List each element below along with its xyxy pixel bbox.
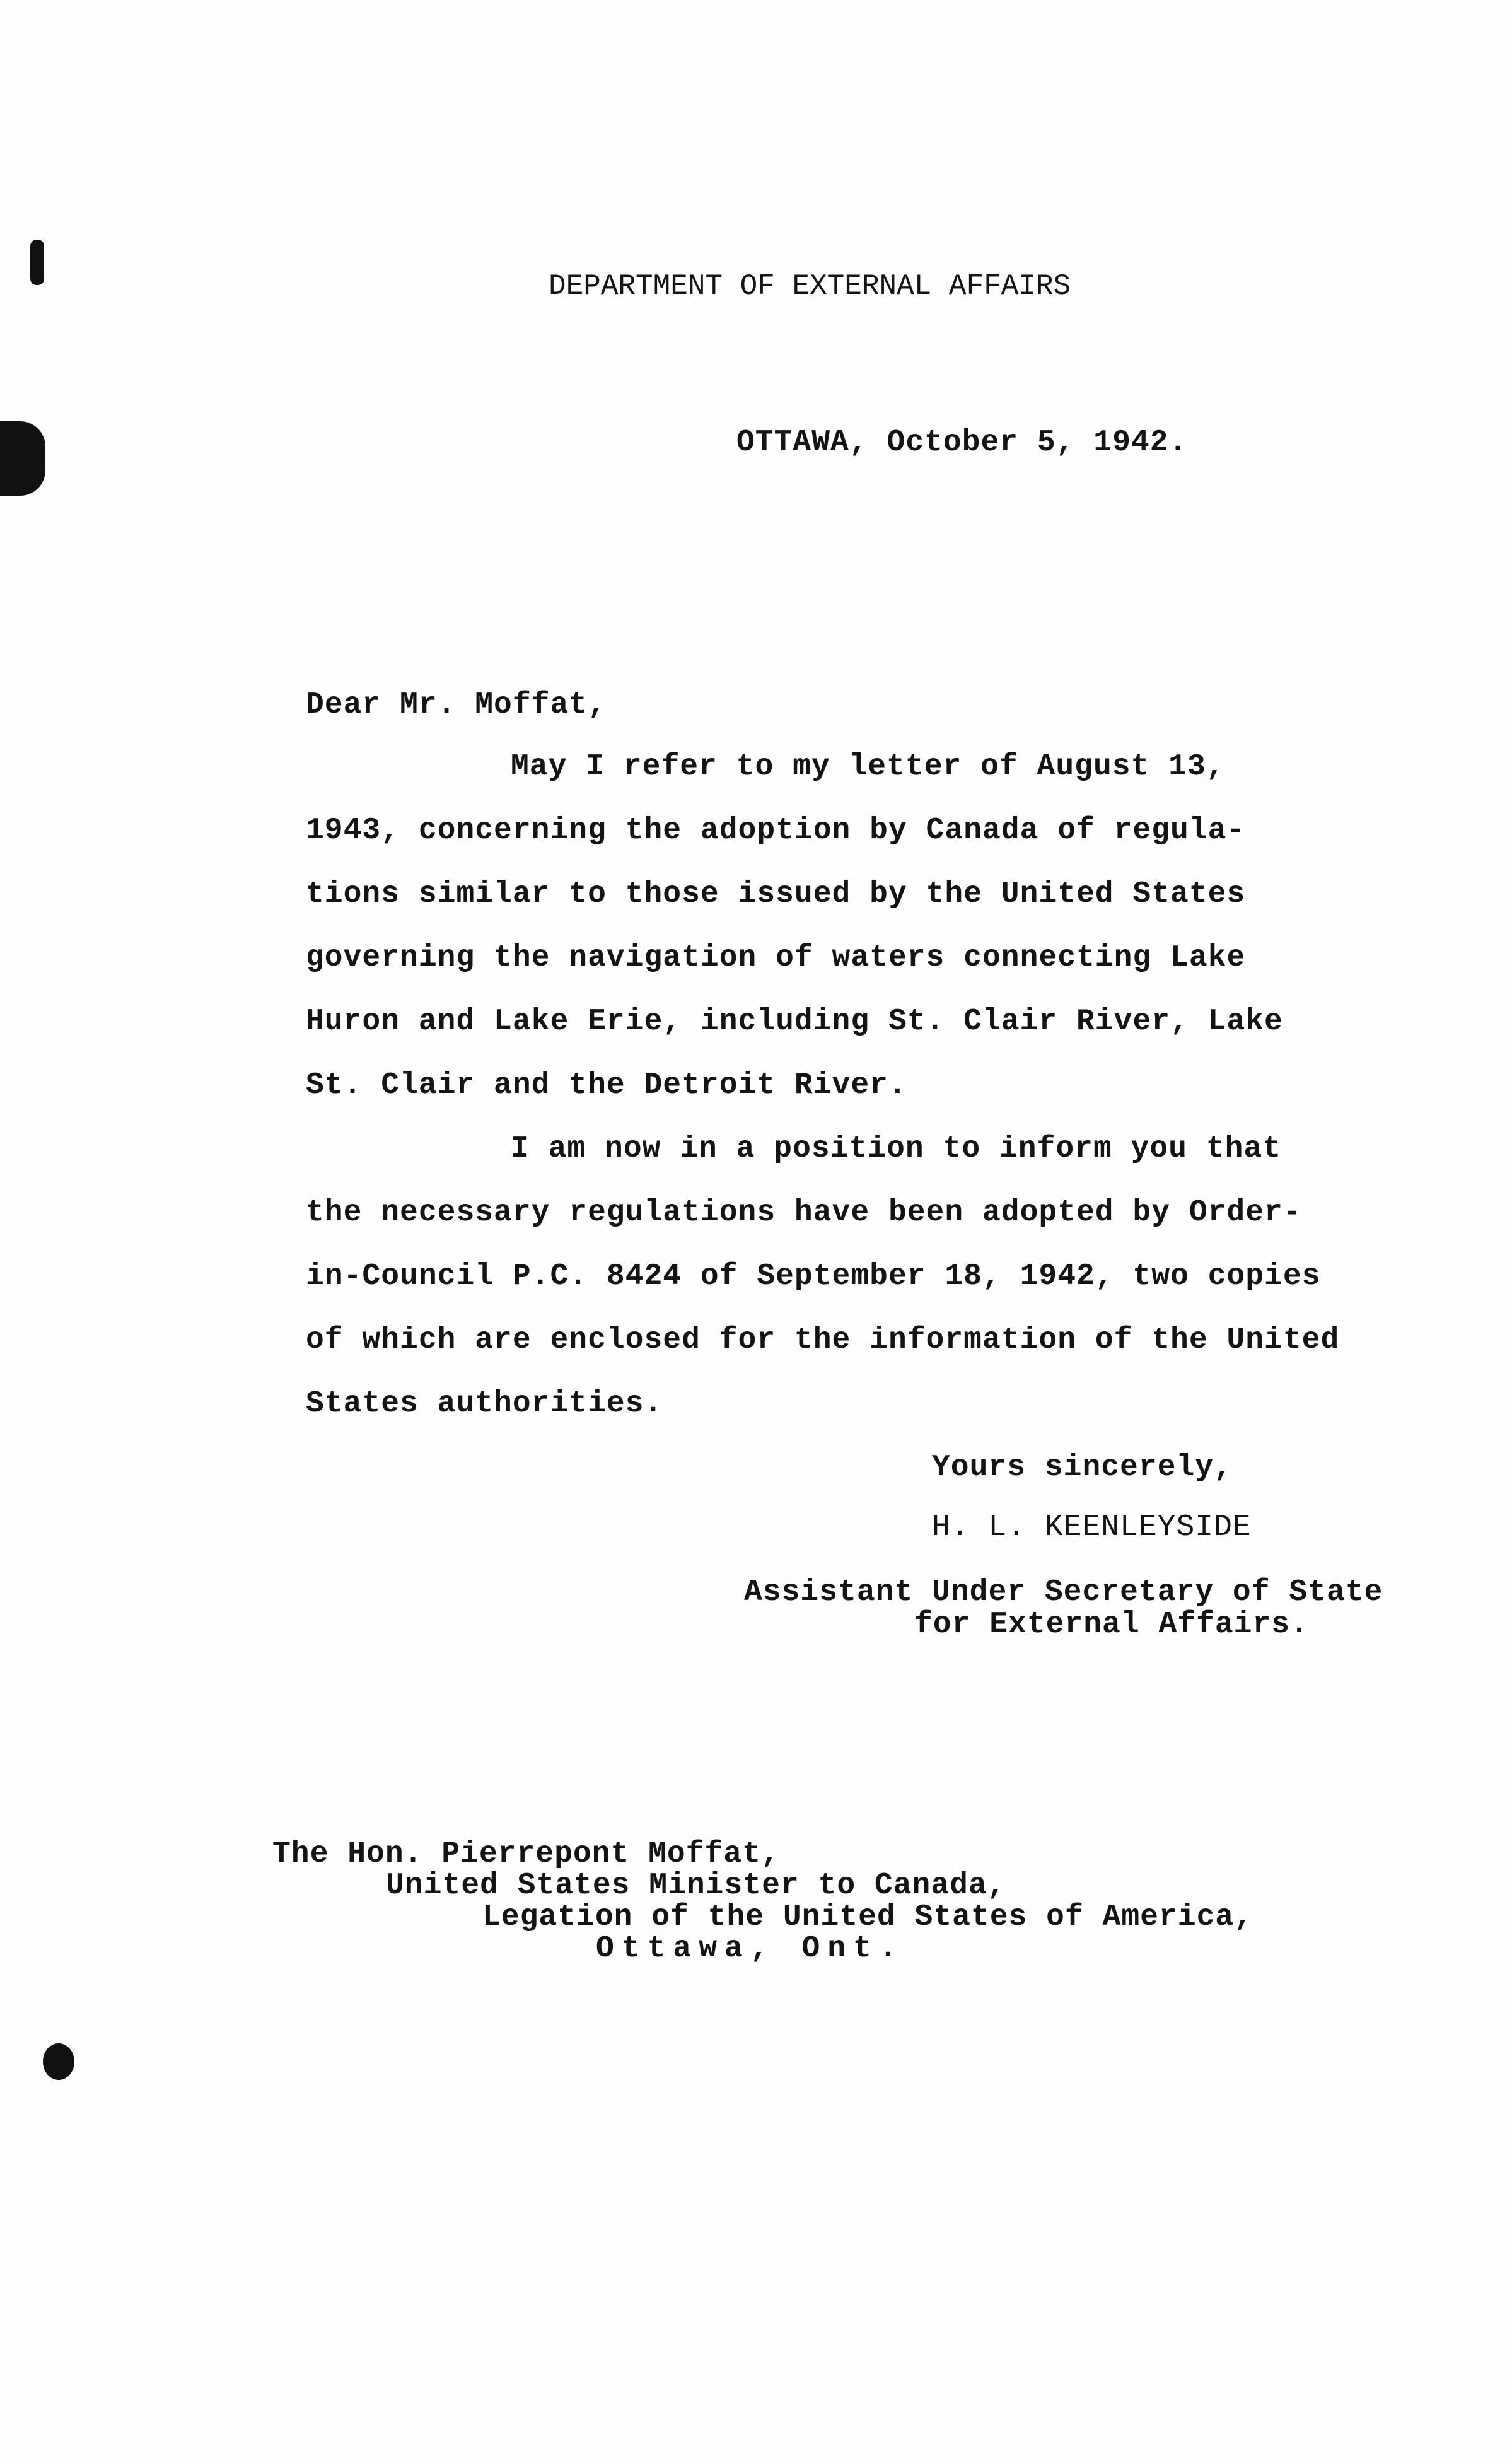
body-line: May I refer to my letter of August 13, <box>511 750 1225 784</box>
body-line: States authorities. <box>306 1387 663 1421</box>
addressee-line: United States Minister to Canada, <box>386 1869 1006 1903</box>
body-line: in-Council P.C. 8424 of September 18, 1942, two copies <box>306 1259 1321 1293</box>
body-line: the necessary regulations have been adopted by Order- <box>306 1196 1302 1230</box>
binding-hole-mark <box>0 421 45 496</box>
body-line: governing the navigation of waters connecting Lake <box>306 941 1246 975</box>
addressee-line: Legation of the United States of America, <box>482 1900 1253 1934</box>
letterhead: DEPARTMENT OF EXTERNAL AFFAIRS <box>549 270 1071 303</box>
addressee-line: The Hon. Pierrepont Moffat, <box>272 1837 780 1871</box>
body-line: 1943, concerning the adoption by Canada of regula- <box>306 814 1246 848</box>
dateline: OTTAWA, October 5, 1942. <box>736 426 1188 460</box>
signatory-title: for External Affairs. <box>914 1608 1309 1642</box>
body-line: St. Clair and the Detroit River. <box>306 1068 907 1102</box>
signatory-name: H. L. KEENLEYSIDE <box>932 1510 1252 1544</box>
body-line: tions similar to those issued by the United States <box>306 877 1246 911</box>
complimentary-close: Yours sincerely, <box>932 1451 1233 1485</box>
binding-hole-mark <box>30 240 44 285</box>
body-line: I am now in a position to inform you that <box>511 1132 1281 1166</box>
signatory-title: Assistant Under Secretary of State <box>744 1575 1383 1609</box>
body-line: of which are enclosed for the information of the United <box>306 1323 1340 1357</box>
body-line: Huron and Lake Erie, including St. Clair River, Lake <box>306 1005 1283 1039</box>
binding-hole-mark <box>43 2043 74 2080</box>
addressee-line: Ottawa, Ont. <box>596 1932 905 1966</box>
salutation: Dear Mr. Moffat, <box>306 688 607 722</box>
